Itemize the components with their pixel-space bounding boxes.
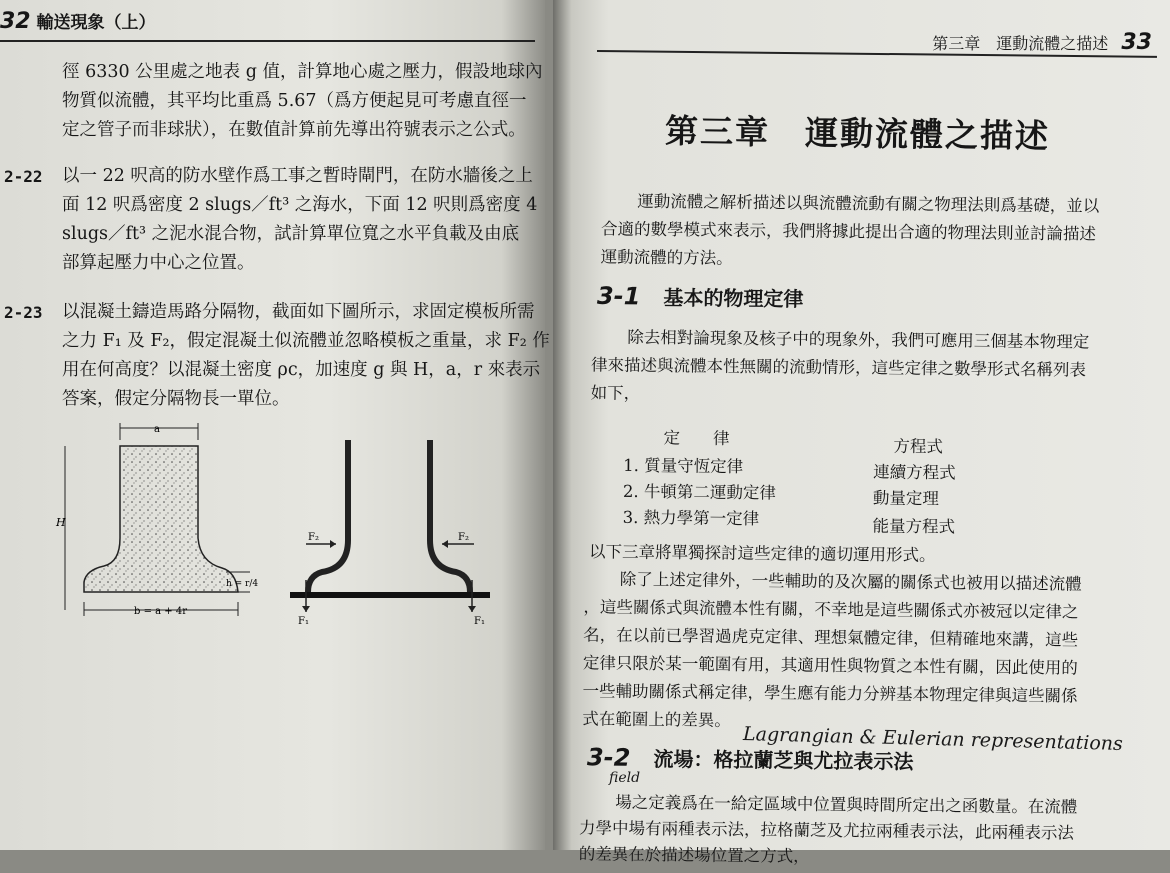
text-line: 運動流體之解析描述以與流體流動有關之物理法則爲基礎，並以 bbox=[637, 191, 1100, 216]
label-b: b = a + 4r bbox=[134, 606, 187, 617]
right-page-number: 33 bbox=[1121, 30, 1152, 55]
section-number: 3-1 bbox=[596, 281, 641, 311]
section-title: 流場：格拉蘭芝與尤拉表示法 bbox=[653, 746, 914, 774]
handwritten-note: Lagrangian & Eulerian representations bbox=[742, 723, 1124, 755]
section-3-1-heading bbox=[597, 281, 804, 312]
label-a: a bbox=[154, 424, 160, 435]
text-line: ，這些關係式與流體本性有關，不幸地是這些關係式亦被冠以定律之 bbox=[583, 597, 1079, 622]
label-F1-left: F₁ bbox=[298, 616, 309, 627]
law-row-1: 1. 質量守恆定律 bbox=[623, 455, 744, 477]
text-line: 用在何高度？以混凝土密度 ρc，加速度 g 與 H，a，r 來表示 bbox=[62, 360, 541, 380]
left-header-rule bbox=[0, 40, 535, 42]
section-3-1-text bbox=[591, 323, 1090, 412]
label-H: H bbox=[56, 516, 66, 529]
equation-row-3: 能量方程式 bbox=[872, 516, 956, 537]
text-line: 式在範圍上的差異。 bbox=[582, 709, 731, 730]
laws-header: 定 律 bbox=[663, 428, 730, 449]
divider-cross-section-figure bbox=[50, 420, 500, 630]
text-line: 之力 F₁ 及 F₂，假定混凝土似流體並忽略模板之重量，求 F₂ 作 bbox=[62, 331, 550, 351]
concrete-divider-shape bbox=[84, 446, 238, 592]
section-number: 3-2 bbox=[586, 743, 631, 772]
text-line: 以混凝土鑄造馬路分隔物，截面如下圖所示，求固定模板所需 bbox=[62, 302, 535, 322]
right-page bbox=[553, 0, 1170, 866]
section-3-2-heading bbox=[587, 742, 914, 774]
text-line: 的差異在於描述場位置之方式， bbox=[578, 844, 810, 866]
text-line: 如下， bbox=[590, 383, 641, 403]
problem-2-22-text bbox=[62, 162, 537, 278]
chapter-intro bbox=[601, 187, 1100, 276]
problem-number: 2-22 bbox=[4, 167, 43, 186]
text-line: 一些輔助關係式稱定律，學生應有能力分辨基本物理定律與這些關係 bbox=[582, 681, 1078, 706]
left-running-header bbox=[0, 8, 156, 34]
text-line: 定律只限於某一範圍有用，其適用性與物質之本性有關，因此使用的 bbox=[582, 653, 1078, 678]
text-line: 除去相對論現象及核子中的現象外，我們可應用三個基本物理定 bbox=[627, 327, 1090, 352]
section-title: 基本的物理定律 bbox=[663, 285, 804, 312]
label-F2-left: F₂ bbox=[308, 532, 319, 543]
left-page-number: 32 bbox=[0, 9, 31, 34]
left-running-title: 輸送現象（上） bbox=[36, 13, 156, 33]
text-line: 以一 22 呎高的防水壁作爲工事之暫時閘門，在防水牆後之上 bbox=[62, 166, 533, 186]
text-line: 力學中場有兩種表示法，拉格蘭芝及尤拉兩種表示法，此兩種表示法 bbox=[578, 818, 1075, 843]
text-line: 場之定義爲在一給定區域中位置與時間所定出之函數量。在流體 bbox=[615, 792, 1078, 817]
handwritten-field: field bbox=[609, 770, 641, 786]
text-line: 合適的數學模式來表示，我們將據此提出合適的物理法則並討論描述 bbox=[600, 219, 1097, 244]
paragraph-2 bbox=[582, 565, 1082, 738]
equation-row-1: 連續方程式 bbox=[873, 462, 956, 483]
text-line: 律來描述與流體本性無關的流動情形，這些定律之數學形式名稱列表 bbox=[590, 355, 1087, 380]
label-F1-right: F₁ bbox=[474, 616, 485, 627]
text-line: 名，在以前已學習過虎克定律、理想氣體定律，但精確地來講，這些 bbox=[583, 625, 1079, 650]
text-line: 面 12 呎爲密度 2 slugs／ft³ 之海水，下面 12 呎則爲密度 4 bbox=[62, 195, 538, 215]
equations-header: 方程式 bbox=[893, 436, 944, 457]
text-line: 定之管子而非球狀），在數值計算前先導出符號表示之公式。 bbox=[62, 120, 526, 140]
label-F2-right: F₂ bbox=[458, 532, 469, 543]
text-line: slugs／ft³ 之泥水混合物，試計算單位寬之水平負載及由底 bbox=[62, 224, 520, 244]
right-running-title: 第三章 運動流體之描述 bbox=[932, 34, 1109, 53]
problem-number: 2-23 bbox=[4, 303, 43, 322]
left-page bbox=[0, 0, 550, 850]
label-h: h = r/4 bbox=[226, 579, 259, 589]
text-line: 物質似流體，其平均比重爲 5.67（爲方便起見可考慮直徑一 bbox=[62, 91, 527, 111]
right-running-header bbox=[932, 30, 1152, 55]
equation-row-2: 動量定理 bbox=[872, 488, 939, 509]
text-line: 以下三章將單獨探討這些定律的適切運用形式。 bbox=[588, 542, 936, 565]
text-line: 運動流體的方法。 bbox=[600, 247, 733, 268]
chapter-title: 第三章 運動流體之描述 bbox=[664, 111, 1051, 156]
laws-table bbox=[622, 424, 1023, 552]
left-intro-paragraph bbox=[62, 58, 543, 145]
law-row-2: 2. 牛頓第二運動定律 bbox=[622, 481, 777, 503]
text-line: 部算起壓力中心之位置。 bbox=[62, 253, 255, 273]
problem-2-23-text bbox=[62, 298, 550, 414]
ground-line bbox=[290, 592, 490, 598]
text-line: 答案，假定分隔物長一單位。 bbox=[62, 389, 290, 409]
right-form-panel bbox=[430, 440, 470, 592]
text-line: 除了上述定律外，一些輔助的及次屬的關係式也被用以描述流體 bbox=[619, 569, 1082, 594]
law-row-3: 3. 熱力學第一定律 bbox=[622, 507, 760, 529]
text-line: 徑 6330 公里處之地表 g 值，計算地心處之壓力，假設地球內 bbox=[62, 62, 543, 82]
section-3-2-text bbox=[579, 789, 1078, 872]
left-form-panel bbox=[308, 440, 348, 592]
